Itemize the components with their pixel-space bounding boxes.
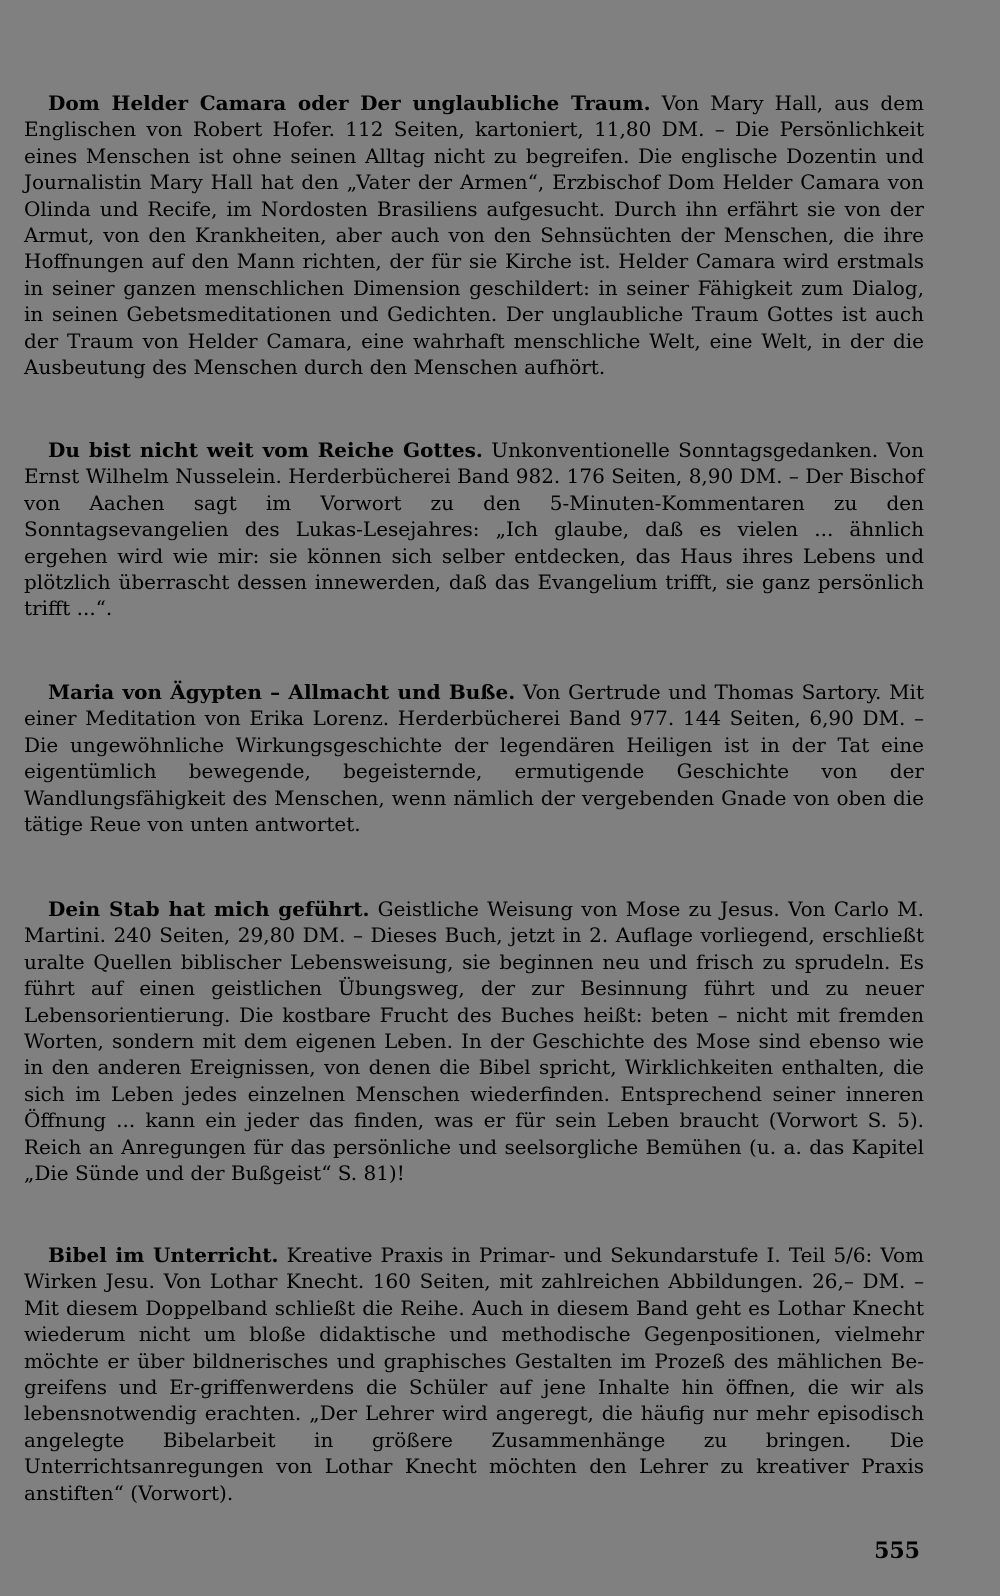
- review-title: Dein Stab hat mich geführt.: [48, 897, 370, 921]
- review-entry: [24, 896, 924, 1186]
- review-title: Du bist nicht weit vom Reiche Gottes.: [48, 438, 483, 462]
- review-entry: [24, 1242, 924, 1506]
- review-body: Von Mary Hall, aus dem Englischen von Robert Hofer. 112 Seiten, kartoniert, 11,80 DM. – Die Persönlichkeit eines Menschen ist ohne seinen Alltag nicht zu begreifen. Die englische Dozentin und Journalistin Mary Hall hat den „Vater der Armen“, Erzbischof Dom Helder Camara von Olinda und Recife, im Nordosten Brasiliens aufgesucht. Durch ihn erfährt sie von der Armut, von den Krankheiten, aber auch von den Sehnsüchten der Menschen, die ihre Hoffnungen auf den Mann richten, der für sie Kirche ist. Helder Camara wird erstmals in seiner ganzen menschlichen Dimension geschildert: in seiner Fähigkeit zum Dialog, in seinen Gebetsmeditationen und Gedichten. Der unglaubliche Traum Gottes ist auch der Traum von Helder Camara, eine wahrhaft menschliche Welt, eine Welt, in der die Ausbeutung des Menschen durch den Menschen aufhört.: [24, 91, 924, 380]
- review-entry: [24, 437, 924, 622]
- review-title: Bibel im Unterricht.: [48, 1243, 279, 1267]
- review-body: Kreative Praxis in Primar- und Sekundarstufe I. Teil 5/6: Vom Wirken Jesu. Von Lothar Knecht. 160 Seiten, mit zahlreichen Abbildungen. 26,– DM. – Mit diesem Doppelband schließt die Reihe. Auch in diesem Band geht es Lothar Knecht wiederum nicht um bloße didaktische und methodische Gegenpositionen, vielmehr möchte er über bildnerisches und graphisches Gestalten im Prozeß des mählichen Be-greifens und Er-griffenwerdens die Schüler auf jene Inhalte hin öffnen, die wir als lebensnotwendig erachten. „Der Lehrer wird angeregt, die häufig nur mehr episodisch angelegte Bibelarbeit in größere Zusammenhänge zu bringen. Die Unterrichtsanregungen von Lothar Knecht möchten den Lehrer zu kreativer Praxis anstiften“ (Vorwort).: [24, 1243, 925, 1505]
- review-body: Von Gertrude und Thomas Sartory. Mit einer Meditation von Erika Lorenz. Herderbücherei Band 977. 144 Seiten, 6,90 DM. – Die ungewöhnliche Wirkungsgeschichte der legendären Heiligen ist in der Tat eine eigentümlich bewegende, begeisternde, ermutigende Geschichte von der Wandlungsfähigkeit des Menschen, wenn nämlich der vergebenden Gnade von oben die tätige Reue von unten antwortet.: [24, 680, 924, 837]
- review-title: Maria von Ägypten – Allmacht und Buße.: [48, 680, 516, 704]
- review-body: Unkonventionelle Sonntagsgedanken. Von Ernst Wilhelm Nusselein. Herderbücherei Band 982. 176 Seiten, 8,90 DM. – Der Bischof von Aachen sagt im Vorwort zu den 5-Minuten-Kommentaren zu den Sonntagsevangelien des Lukas-Lesejahres: „Ich glaube, daß es vielen ... ähnlich ergehen wird wie mir: sie können sich selber entdecken, das Haus ihres Lebens und plötzlich überrascht dessen innewerden, daß das Evangelium trifft, sie ganz persönlich trifft ...“.: [24, 438, 925, 621]
- review-body: Geistliche Weisung von Mose zu Jesus. Von Carlo M. Martini. 240 Seiten, 29,80 DM. – Dieses Buch, jetzt in 2. Auflage vorliegend, erschließt uralte Quellen biblischer Lebensweisung, sie beginnen neu und frisch zu sprudeln. Es führt auf einen geistlichen Übungsweg, der zur Besinnung führt und zu neuer Lebensorientierung. Die kostbare Frucht des Buches heißt: beten – nicht mit fremden Worten, sondern mit dem eigenen Leben. In der Geschichte des Mose sind ebenso wie in den anderen Ereignissen, von denen die Bibel spricht, Wirklichkeiten enthalten, die sich im Leben jedes einzelnen Menschen wiederfinden. Entsprechend seiner inneren Öffnung ... kann ein jeder das finden, was er für sein Leben braucht (Vorwort S. 5). Reich an Anregungen für das persönliche und seelsorgliche Bemühen (u. a. das Kapitel „Die Sünde und der Bußgeist“ S. 81)!: [24, 897, 924, 1186]
- review-entry: [24, 90, 924, 380]
- review-entry: [24, 679, 924, 837]
- page-number: 555: [874, 1538, 920, 1564]
- review-title: Dom Helder Camara oder Der unglaubliche Traum.: [48, 91, 651, 115]
